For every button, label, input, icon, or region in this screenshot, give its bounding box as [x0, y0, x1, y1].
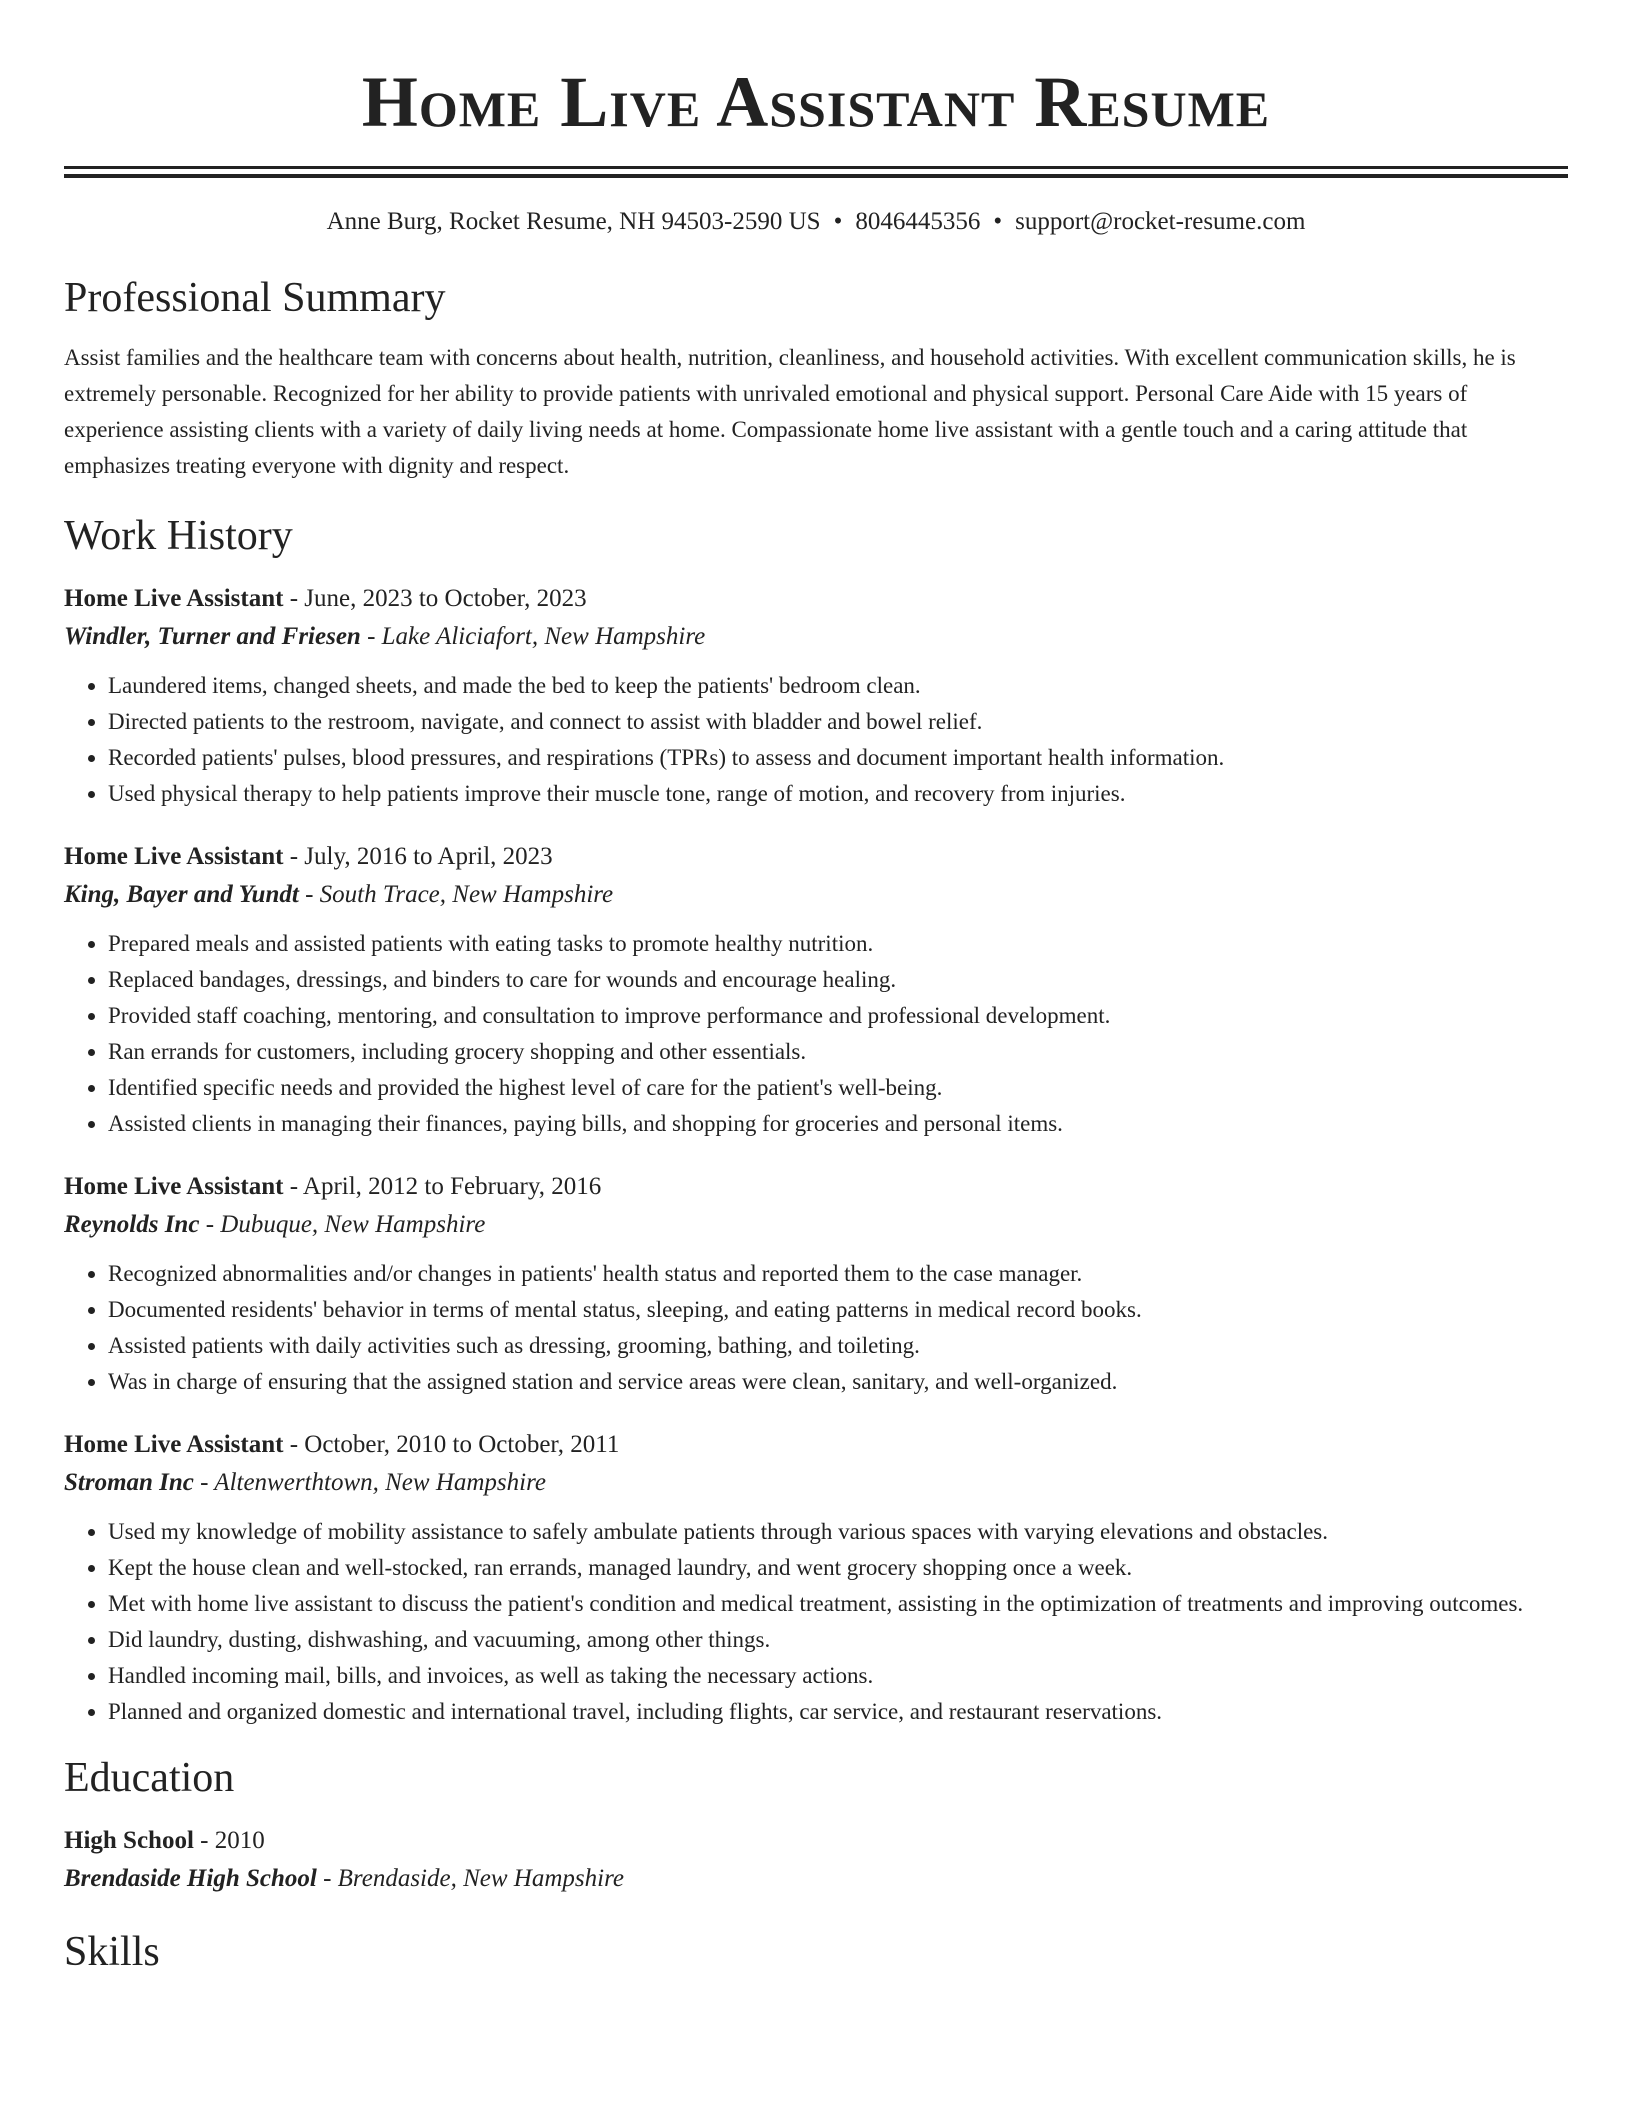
education-location: - Brendaside, New Hampshire [316, 1865, 624, 1892]
contact-address: Anne Burg, Rocket Resume, NH 94503-2590 US [326, 208, 821, 235]
job-duty: • Assisted patients with daily activities such as dressing, grooming, bathing, and toileting. [108, 1328, 1568, 1364]
job-company: Stroman Inc [64, 1469, 194, 1496]
job-duty: • Identified specific needs and provided the highest level of care for the patient's well-being. [108, 1070, 1568, 1106]
education-year: - 2010 [193, 1827, 265, 1854]
job-entry [64, 838, 1568, 1142]
job-duty: • Kept the house clean and well-stocked, ran errands, managed laundry, and went grocery shopping once a week. [108, 1550, 1568, 1586]
job-duties-list [64, 926, 1568, 1142]
job-duty: • Assisted clients in managing their finances, paying bills, and shopping for groceries and personal items. [108, 1106, 1568, 1142]
job-location: - Dubuque, New Hampshire [199, 1211, 486, 1238]
job-duties-list [64, 1514, 1568, 1730]
job-company: King, Bayer and Yundt [64, 881, 299, 908]
job-company-line [64, 1206, 1568, 1244]
job-title: Home Live Assistant [64, 1173, 284, 1200]
job-duty: • Laundered items, changed sheets, and made the bed to keep the patients' bedroom clean. [108, 668, 1568, 704]
job-company: Windler, Turner and Friesen [64, 623, 361, 650]
job-title: Home Live Assistant [64, 1431, 284, 1458]
job-duty: • Handled incoming mail, bills, and invoices, as well as taking the necessary actions. [108, 1658, 1568, 1694]
contact-separator: • [833, 208, 843, 235]
job-entry [64, 580, 1568, 812]
job-title-line [64, 580, 1568, 618]
education-heading: Education [64, 1755, 235, 1801]
resume-title: Home Live Assistant Resume [361, 62, 1271, 142]
job-dates: - June, 2023 to October, 2023 [283, 585, 587, 612]
contact-line [64, 206, 1568, 238]
summary-heading: Professional Summary [64, 275, 446, 321]
job-dates: - April, 2012 to February, 2016 [283, 1173, 602, 1200]
education-degree-line [64, 1822, 1568, 1860]
job-duty: • Met with home live assistant to discuss the patient's condition and medical treatment, assisting in the optimization of treatments and improving outcomes. [108, 1586, 1568, 1622]
job-entry [64, 1426, 1568, 1730]
skills-heading: Skills [64, 1929, 160, 1975]
job-duty: • Was in charge of ensuring that the assigned station and service areas were clean, sanitary, and well-organized. [108, 1364, 1568, 1400]
contact-separator: • [993, 208, 1003, 235]
job-duty: • Prepared meals and assisted patients with eating tasks to promote healthy nutrition. [108, 926, 1568, 962]
job-duties-list [64, 1256, 1568, 1400]
resume-page [64, 0, 1568, 1978]
education-entry [64, 1822, 1568, 1898]
job-company-line [64, 1464, 1568, 1502]
job-company-line [64, 876, 1568, 914]
job-title-line [64, 838, 1568, 876]
job-duty: • Did laundry, dusting, dishwashing, and vacuuming, among other things. [108, 1622, 1568, 1658]
job-duty: • Provided staff coaching, mentoring, and consultation to improve performance and professional development. [108, 998, 1568, 1034]
education-school-line [64, 1860, 1568, 1898]
job-duty: • Recorded patients' pulses, blood pressures, and respirations (TPRs) to assess and document important health information. [108, 740, 1568, 776]
job-title: Home Live Assistant [64, 585, 284, 612]
job-duty: • Used my knowledge of mobility assistance to safely ambulate patients through various spaces with varying elevations and obstacles. [108, 1514, 1568, 1550]
job-duty: • Ran errands for customers, including grocery shopping and other essentials. [108, 1034, 1568, 1070]
job-title: Home Live Assistant [64, 843, 284, 870]
education-degree: High School [64, 1827, 194, 1854]
job-duty: • Planned and organized domestic and international travel, including flights, car service, and restaurant reservations. [108, 1694, 1568, 1730]
education-school: Brendaside High School [64, 1865, 317, 1892]
job-title-line [64, 1168, 1568, 1206]
work-history-heading: Work History [64, 513, 293, 559]
job-duty: • Recognized abnormalities and/or changes in patients' health status and reported them to the case manager. [108, 1256, 1568, 1292]
job-location: - Lake Aliciafort, New Hampshire [360, 623, 706, 650]
job-title-line [64, 1426, 1568, 1464]
contact-email: support@rocket-resume.com [1015, 208, 1306, 235]
job-duty: • Documented residents' behavior in terms of mental status, sleeping, and eating patterns in medical record books. [108, 1292, 1568, 1328]
contact-phone: 8046445356 [855, 208, 981, 235]
summary-text: Assist families and the healthcare team with concerns about health, nutrition, cleanliness, and household activities. With excellent communication skills, he is extremely personable. Recognized for her ability to provide patients with unrivaled emotional and physical support. Personal Care Aide with 15 years of experience assisting clients with a variety of daily living needs at home. Compassionate home live assistant with a gentle touch and a caring attitude that emphasizes treating everyone with dignity and respect. [64, 345, 1516, 478]
job-company-line [64, 618, 1568, 656]
job-duty: • Used physical therapy to help patients improve their muscle tone, range of motion, and recovery from injuries. [108, 776, 1568, 812]
job-location: - South Trace, New Hampshire [298, 881, 614, 908]
job-company: Reynolds Inc [64, 1211, 200, 1238]
title-rule-bottom [64, 174, 1568, 178]
job-duties-list [64, 668, 1568, 812]
job-duty: • Directed patients to the restroom, navigate, and connect to assist with bladder and bowel relief. [108, 704, 1568, 740]
job-location: - Altenwerthtown, New Hampshire [193, 1469, 546, 1496]
job-duty: • Replaced bandages, dressings, and binders to care for wounds and encourage healing. [108, 962, 1568, 998]
job-dates: - July, 2016 to April, 2023 [283, 843, 553, 870]
title-rule-top [64, 166, 1568, 169]
job-dates: - October, 2010 to October, 2011 [283, 1431, 620, 1458]
job-entry [64, 1168, 1568, 1400]
